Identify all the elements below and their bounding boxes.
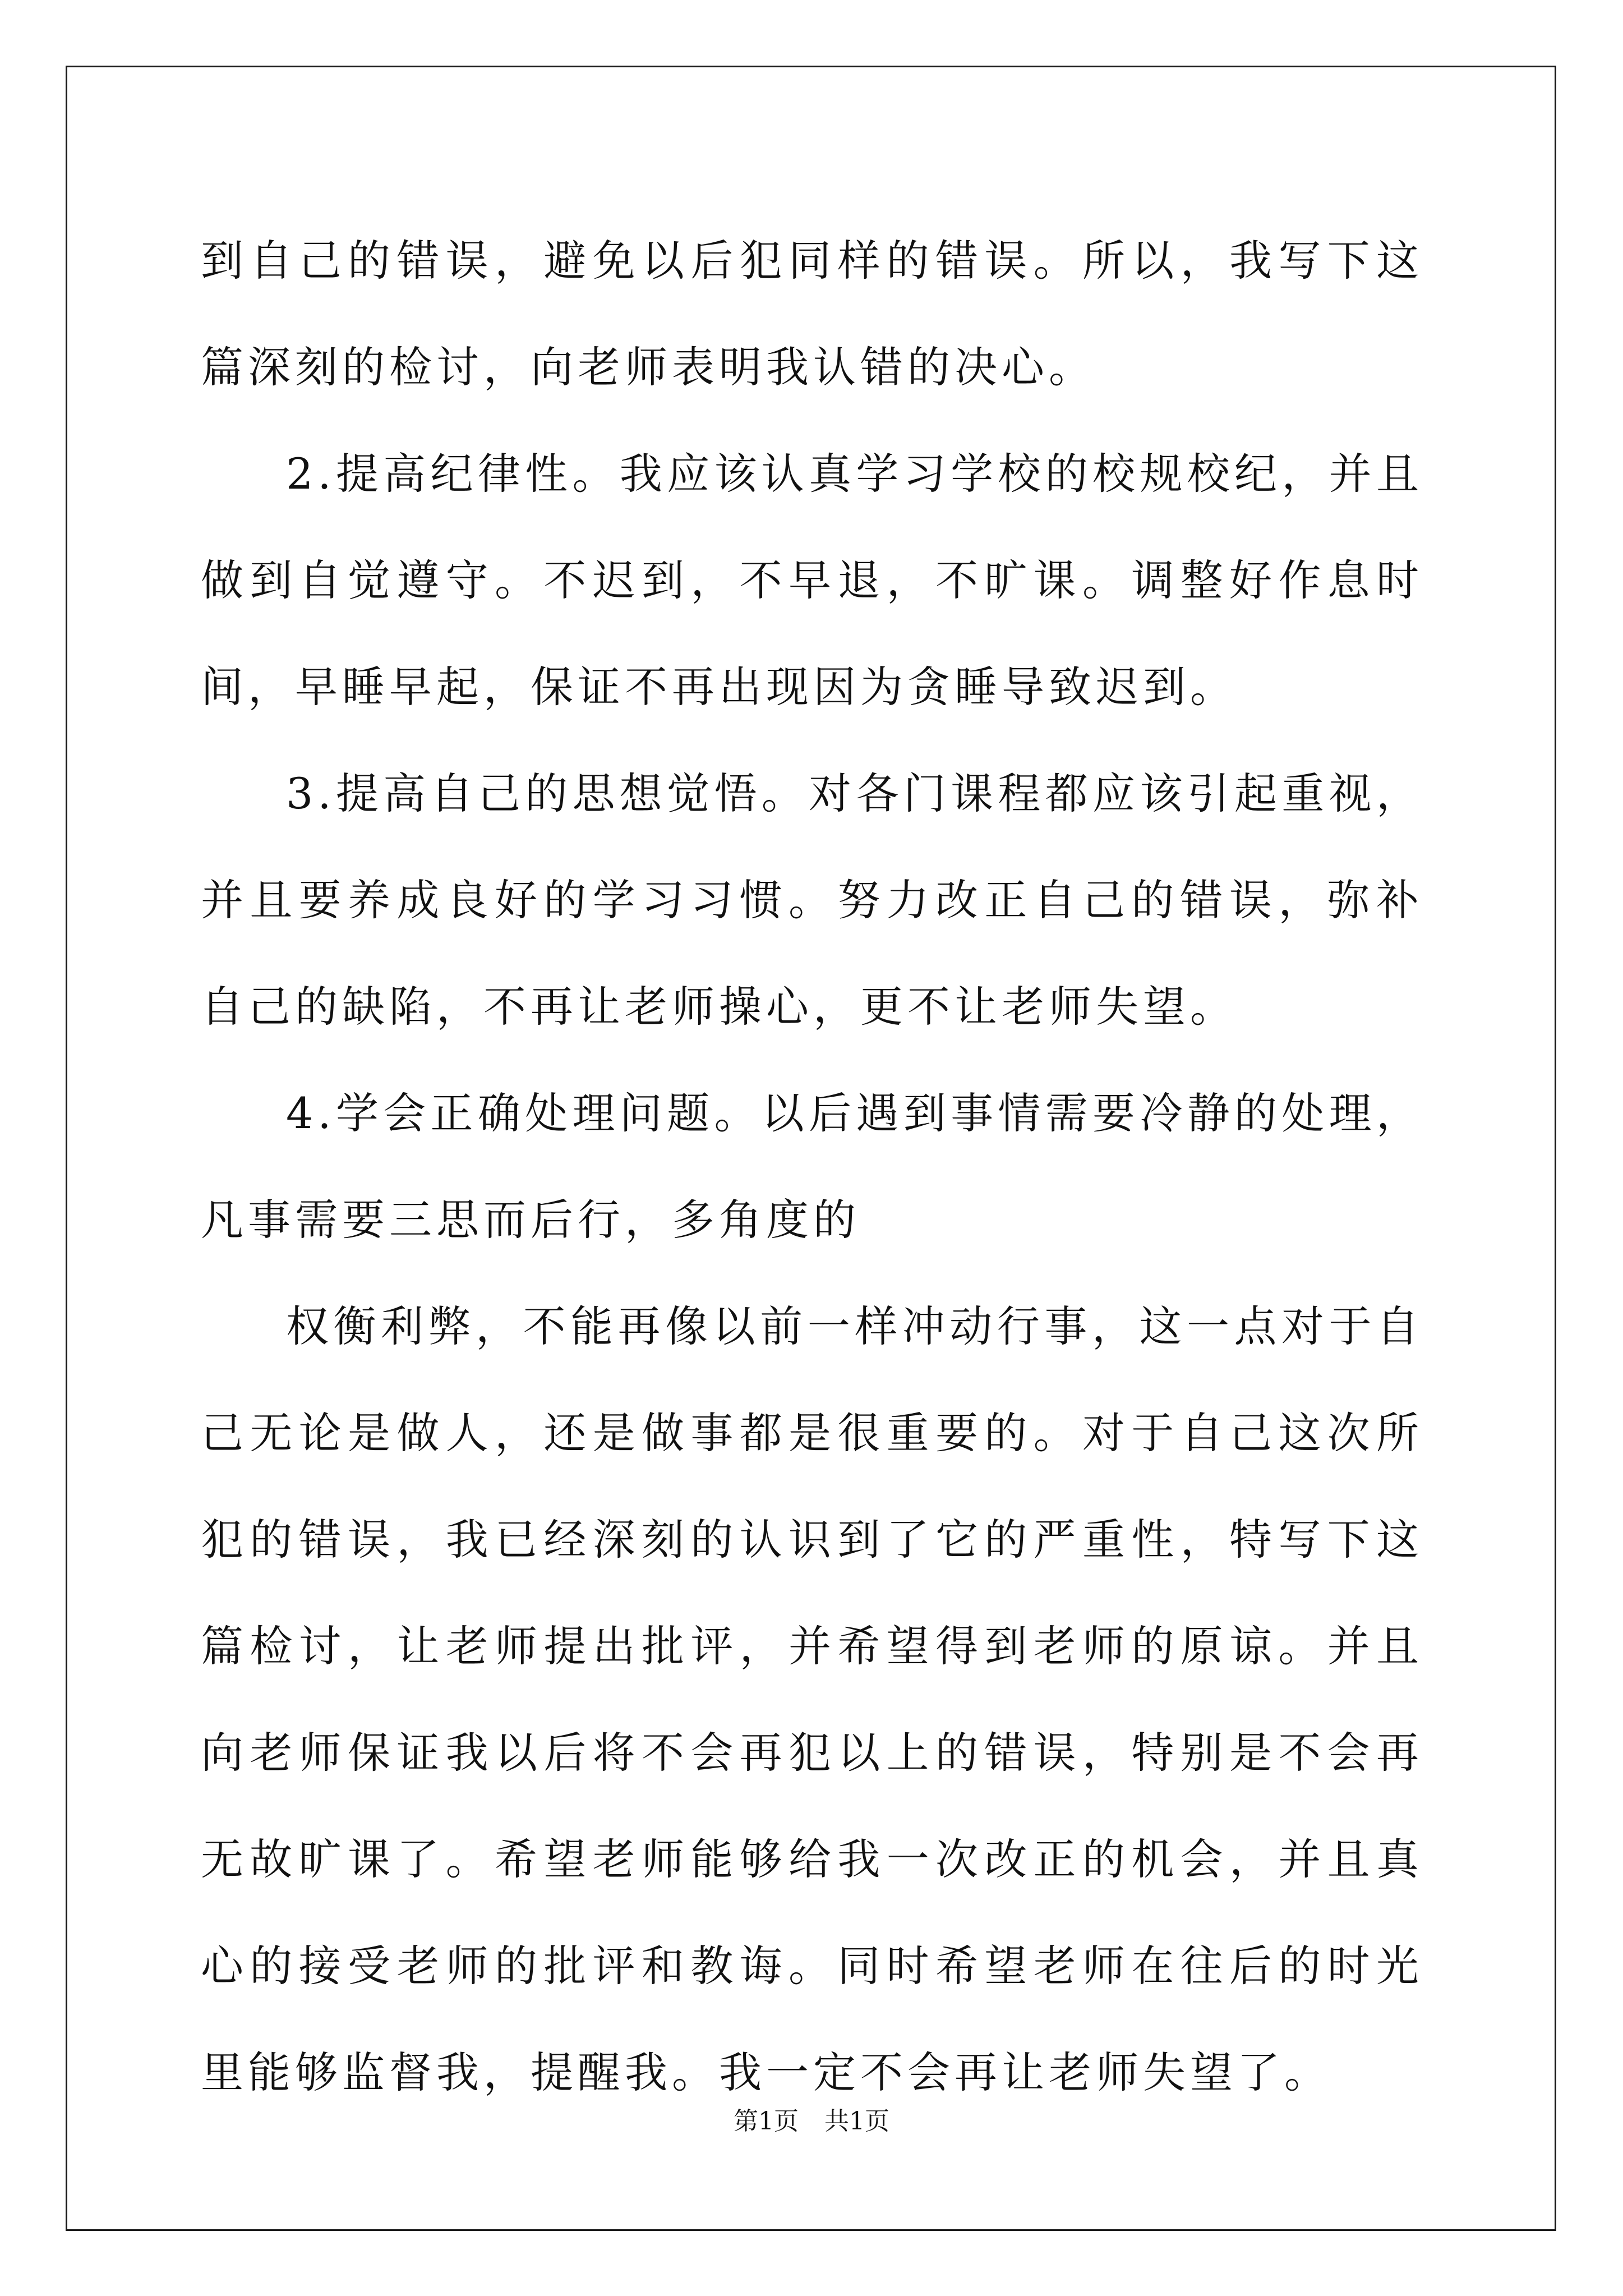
page-number-total: 共1页 xyxy=(824,2107,889,2136)
paragraph-continuation: 到自己的错误，避免以后犯同样的错误。所以，我写下这篇深刻的检讨，向老师表明我认错的决心。 xyxy=(201,236,1423,392)
paragraph-item-4: 4.学会正确处理问题。以后遇到事情需要冷静的处理，凡事需要三思而后行，多角度的 xyxy=(201,1088,1423,1245)
page-footer xyxy=(0,2101,1623,2137)
page-number-current: 第1页 xyxy=(734,2107,799,2136)
paragraph-closing: 权衡利弊，不能再像以前一样冲动行事，这一点对于自己无论是做人，还是做事都是很重要的。对于自己这次所犯的错误，我已经深刻的认识到了它的严重性，特写下这篇检讨，让老师提出批评，并希望得到老师的原谅。并且向老师保证我以后将不会再犯以上的错误，特别是不会再无故旷课了。希望老师能够给我一次改正的机会，并且真心的接受老师的批评和教诲。同时希望老师在往后的时光里能够监督我，提醒我。我一定不会再让老师失望了。 xyxy=(201,1301,1423,2097)
paragraph-item-3: 3.提高自己的思想觉悟。对各门课程都应该引起重视，并且要养成良好的学习习惯。努力改正自己的错误，弥补自己的缺陷，不再让老师操心，更不让老师失望。 xyxy=(201,769,1423,1032)
paragraph-item-2: 2.提高纪律性。我应该认真学习学校的校规校纪，并且做到自觉遵守。不迟到，不早退，不旷课。调整好作息时间，早睡早起，保证不再出现因为贪睡导致迟到。 xyxy=(201,449,1423,712)
document-body xyxy=(201,208,1423,2126)
